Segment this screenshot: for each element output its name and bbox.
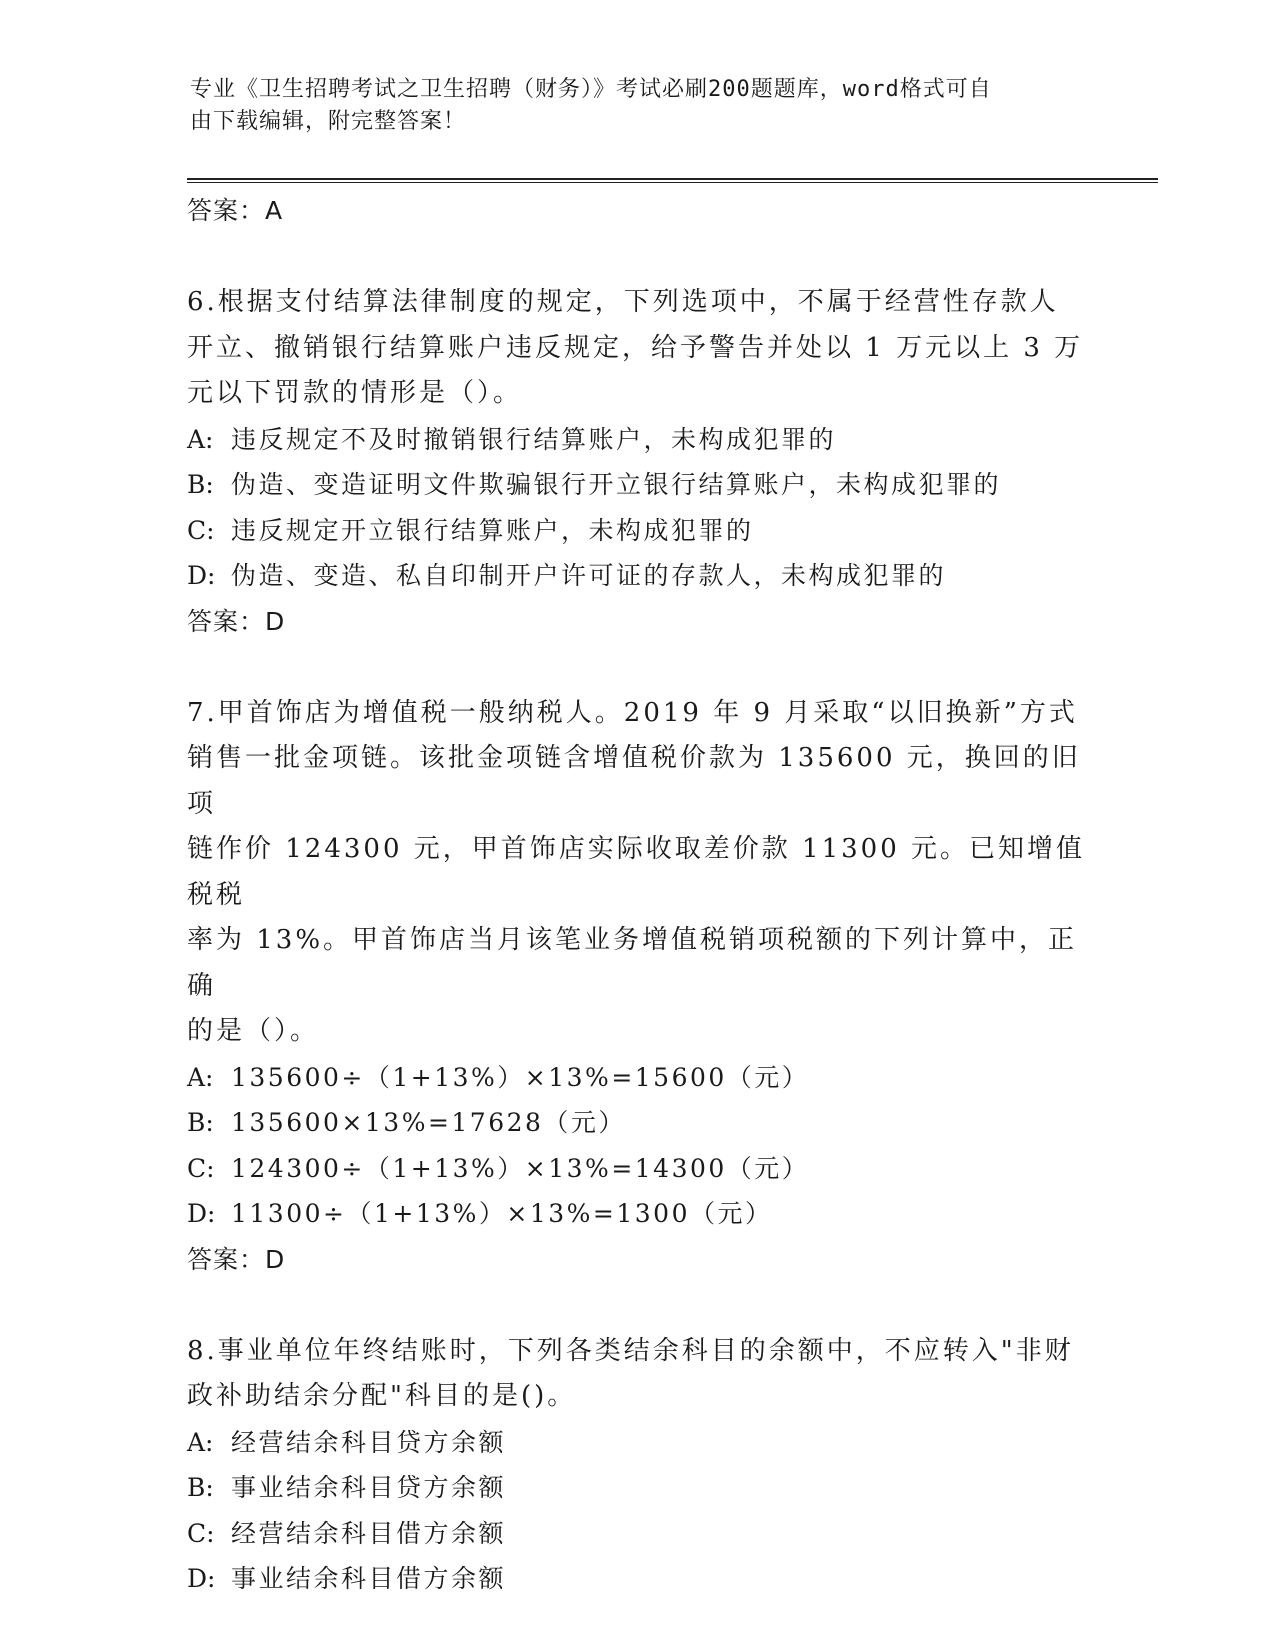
spacer [187,1283,1087,1329]
option-text: 违反规定开立银行结算账户，未构成犯罪的 [231,515,754,545]
answer-line [187,188,1087,234]
header-rule-thin [187,182,1158,183]
question-block [187,1329,1087,1602]
option-text: 经营结余科目贷方余额 [231,1427,507,1457]
page-header [190,74,1090,138]
question-text [187,280,1087,417]
spacer [187,234,1087,280]
question-text [187,691,1087,1055]
option-a [187,1055,1087,1101]
answer-line [187,599,1087,645]
answer-value: A [265,196,284,225]
option-key: B: [187,1473,214,1502]
header-rule-thick [187,178,1158,180]
option-key: A: [187,1427,214,1457]
option-key: D: [187,561,216,590]
question-line: 7.甲首饰店为增值税一般纳税人。2019 年 9 月采取“以旧换新”方式 [187,697,1078,728]
option-key: D: [187,1199,216,1228]
option-b [187,1100,1087,1146]
question-text [187,1329,1087,1420]
header-line-1: 专业《卫生招聘考试之卫生招聘（财务）》考试必刷200题题库，word格式可自 [190,77,992,102]
option-d [187,1191,1087,1237]
option-d [187,553,1087,599]
option-key: C: [187,1518,215,1548]
option-c [187,1146,1087,1192]
option-a [187,1420,1087,1466]
option-key: B: [187,470,214,499]
option-text: 经营结余科目借方余额 [231,1518,507,1548]
answer-value: D [265,606,286,636]
option-c [187,1511,1087,1557]
question-block [187,280,1087,645]
question-line: 8.事业单位年终结账时，下列各类结余科目的余额中，不应转入"非财 [187,1335,1074,1366]
option-text: 135600÷（1+13%）×13%=15600（元） [231,1062,810,1092]
option-text: 伪造、变造证明文件欺骗银行开立银行结算账户，未构成犯罪的 [231,470,1002,499]
question-line: 率为 13%。甲首饰店当月该笔业务增值税销项税额的下列计算中，正确 [187,925,1078,1001]
option-b [187,1465,1087,1511]
question-line: 元以下罚款的情形是（）。 [187,378,523,408]
question-block [187,691,1087,1283]
question-line: 政补助结余分配"科目的是()。 [187,1381,577,1411]
option-key: A: [187,1062,214,1092]
answer-prefix: 答案： [187,1244,266,1274]
option-a [187,417,1087,463]
option-c [187,508,1087,554]
answer-value: D [265,1244,286,1274]
answer-prefix: 答案： [187,196,266,225]
option-text: 11300÷（1+13%）×13%=1300（元） [231,1199,773,1228]
option-key: C: [187,515,215,545]
question-line: 链作价 124300 元，甲首饰店实际收取差价款 11300 元。已知增值税税 [187,834,1086,910]
question-list [187,188,1087,1602]
option-text: 伪造、变造、私自印制开户许可证的存款人，未构成犯罪的 [231,561,947,590]
answer-line [187,1237,1087,1283]
option-key: B: [187,1108,214,1137]
option-text: 事业结余科目贷方余额 [231,1473,507,1502]
spacer [187,645,1087,691]
option-text: 124300÷（1+13%）×13%=14300（元） [231,1153,810,1183]
option-key: A: [187,424,214,454]
question-line: 的是（）。 [187,1016,320,1046]
option-key: D: [187,1564,216,1593]
option-text: 135600×13%=17628（元） [231,1108,626,1137]
option-d [187,1556,1087,1602]
answer-prefix: 答案： [187,606,266,636]
question-line: 6.根据支付结算法律制度的规定，下列选项中，不属于经营性存款人 [187,287,1059,317]
question-line: 销售一批金项链。该批金项链含增值税价款为 135600 元，换回的旧项 [187,743,1081,819]
option-text: 违反规定不及时撤销银行结算账户，未构成犯罪的 [231,424,837,454]
option-b [187,462,1087,508]
header-line-2: 由下载编辑，附完整答案！ [190,109,467,134]
option-text: 事业结余科目借方余额 [231,1564,507,1593]
question-line: 开立、撤销银行结算账户违反规定，给予警告并处以 1 万元以上 3 万 [187,332,1084,363]
option-key: C: [187,1153,215,1183]
